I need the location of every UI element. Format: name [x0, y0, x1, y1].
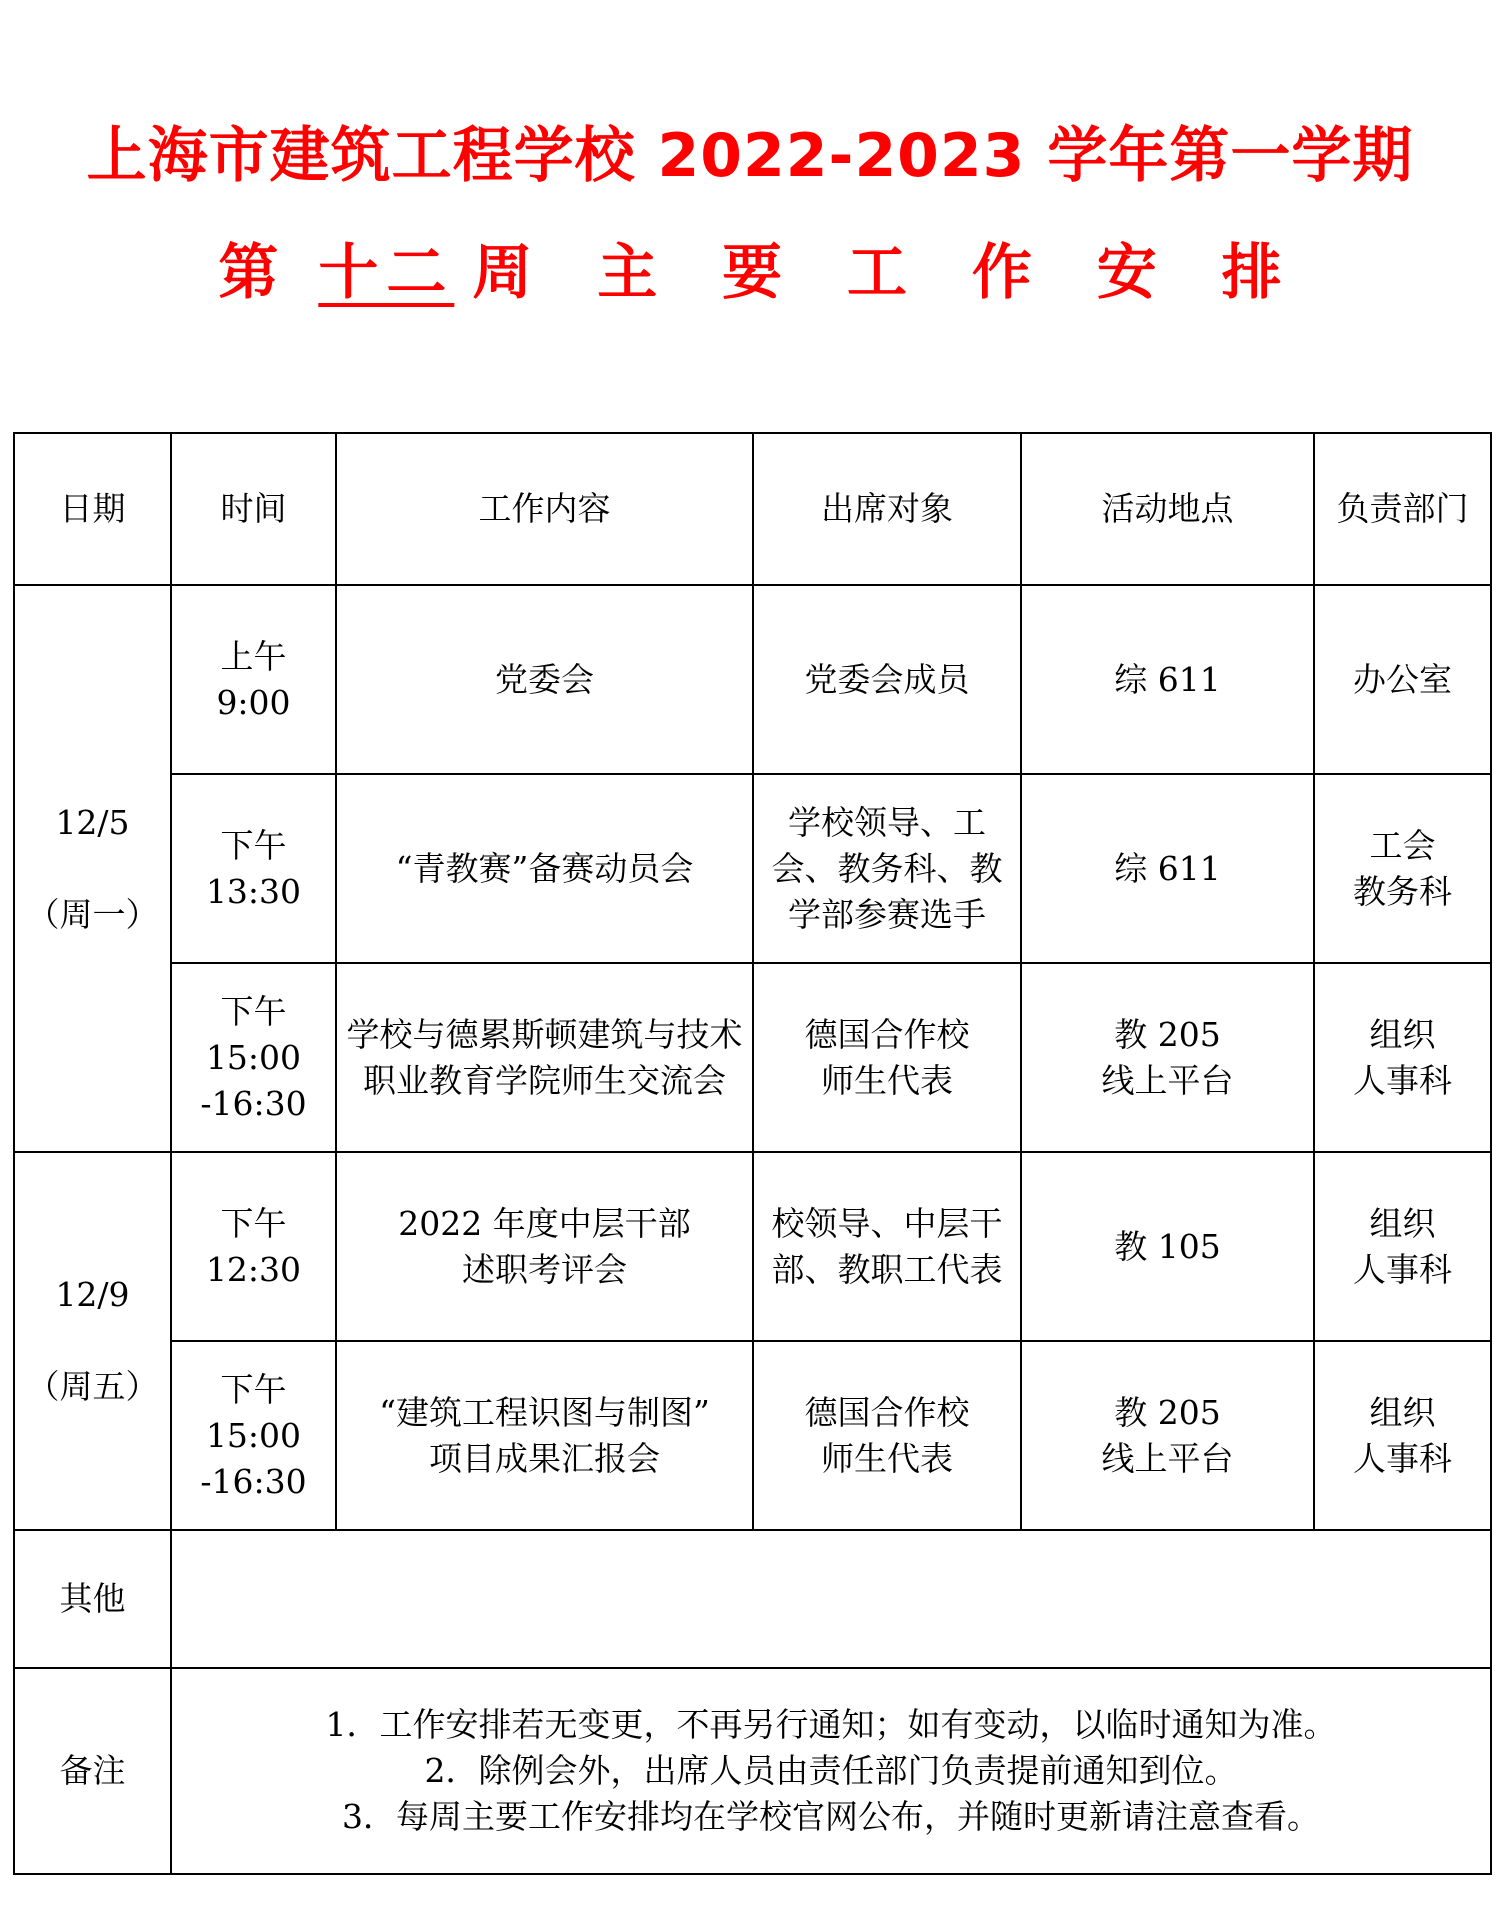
table-header-row [14, 433, 1491, 585]
date-cell [14, 1152, 171, 1530]
time-cell: 下午 15:00 -16:30 [171, 1341, 336, 1530]
attendees-cell: 德国合作校 师生代表 [753, 1341, 1021, 1530]
notes-cell [171, 1668, 1491, 1874]
attendees-cell: 学校领导、工会、教务科、教学部参赛选手 [753, 774, 1021, 963]
header-location: 活动地点 [1021, 433, 1314, 585]
location-cell: 教 105 [1021, 1152, 1314, 1341]
location-cell: 综 611 [1021, 774, 1314, 963]
time-cell: 下午 13:30 [171, 774, 336, 963]
content-cell: 学校与德累斯顿建筑与技术职业教育学院师生交流会 [336, 963, 753, 1152]
notes-label: 备注 [14, 1668, 171, 1874]
table-row [14, 963, 1491, 1152]
header-department: 负责部门 [1314, 433, 1491, 585]
department-cell: 办公室 [1314, 585, 1491, 774]
document-subtitle [0, 235, 1500, 311]
date-cell [14, 585, 171, 1152]
weekday-value: （周五） [26, 1367, 159, 1406]
subtitle-prefix: 第 [218, 238, 301, 308]
content-cell: 党委会 [336, 585, 753, 774]
department-cell: 组织 人事科 [1314, 1341, 1491, 1530]
document-title: 上海市建筑工程学校 2022-2023 学年第一学期 [86, 121, 1414, 191]
notes-row [14, 1668, 1491, 1874]
note-item: 1．工作安排若无变更，不再另行通知；如有变动，以临时通知为准。 [325, 1705, 1337, 1744]
date-value: 12/5 [55, 802, 130, 842]
table-row [14, 585, 1491, 774]
other-row [14, 1530, 1491, 1668]
department-cell: 工会 教务科 [1314, 774, 1491, 963]
header-time: 时间 [171, 433, 336, 585]
note-item: 2．除例会外，出席人员由责任部门负责提前通知到位。 [424, 1751, 1238, 1790]
other-label: 其他 [14, 1530, 171, 1668]
content-cell: “青教赛”备赛动员会 [336, 774, 753, 963]
table-row [14, 1341, 1491, 1530]
location-cell: 教 205 线上平台 [1021, 1341, 1314, 1530]
header-date: 日期 [14, 433, 171, 585]
subtitle-suffix: 周 主 要 工 作 安 排 [472, 238, 1304, 308]
time-cell: 下午 15:00 -16:30 [171, 963, 336, 1152]
attendees-cell: 校领导、中层干部、教职工代表 [753, 1152, 1021, 1341]
attendees-cell: 党委会成员 [753, 585, 1021, 774]
note-item: 3．每周主要工作安排均在学校官网公布，并随时更新请注意查看。 [342, 1797, 1320, 1836]
schedule-table [13, 432, 1492, 1875]
table-row [14, 774, 1491, 963]
date-value: 12/9 [55, 1275, 130, 1314]
other-value [171, 1530, 1491, 1668]
location-cell: 综 611 [1021, 585, 1314, 774]
header-attendees: 出席对象 [753, 433, 1021, 585]
department-cell: 组织 人事科 [1314, 963, 1491, 1152]
attendees-cell: 德国合作校 师生代表 [753, 963, 1021, 1152]
time-cell: 下午 12:30 [171, 1152, 336, 1341]
table-row [14, 1152, 1491, 1341]
header-content: 工作内容 [336, 433, 753, 585]
weekday-value: （周一） [26, 894, 159, 934]
content-cell: “建筑工程识图与制图” 项目成果汇报会 [336, 1341, 753, 1530]
time-cell: 上午 9:00 [171, 585, 336, 774]
week-number: 十二 [318, 238, 455, 308]
location-cell: 教 205 线上平台 [1021, 963, 1314, 1152]
department-cell: 组织 人事科 [1314, 1152, 1491, 1341]
content-cell: 2022 年度中层干部 述职考评会 [336, 1152, 753, 1341]
